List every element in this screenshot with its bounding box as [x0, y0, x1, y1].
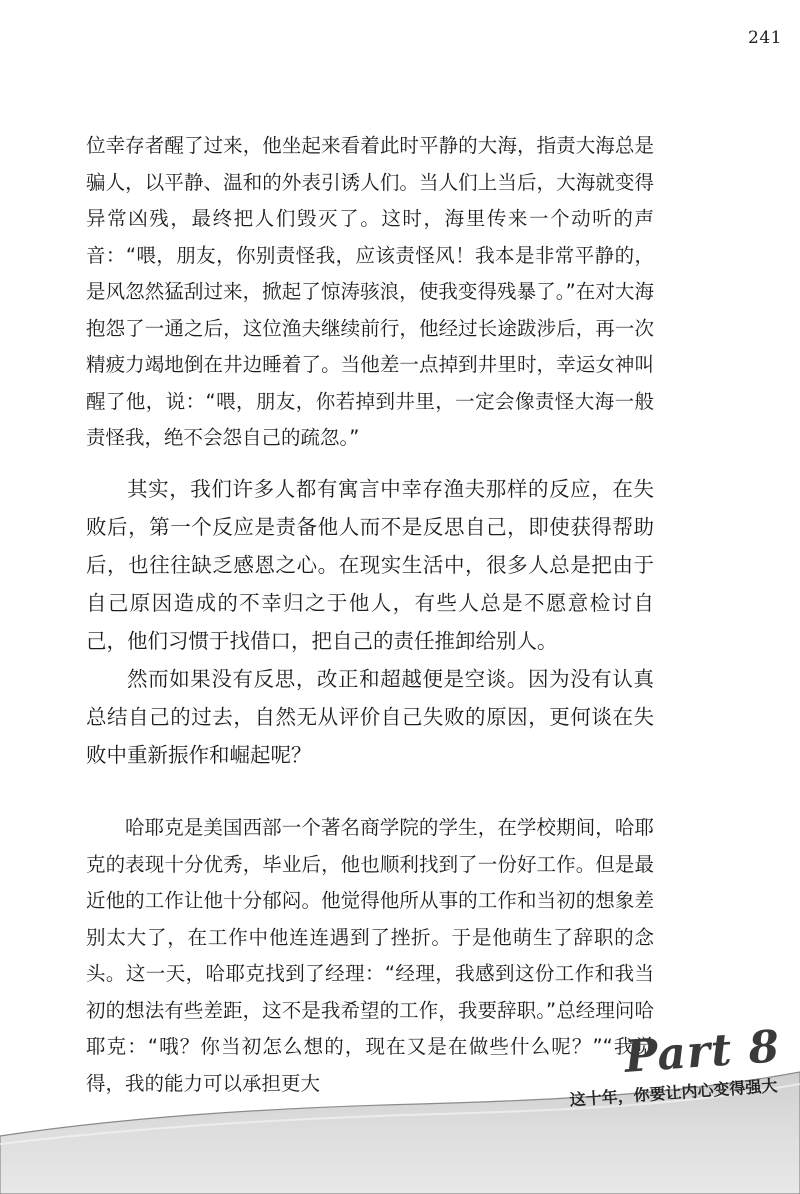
paragraph-reflection: 其实，我们许多人都有寓言中幸存渔夫那样的反应，在失败后，第一个反应是责备他人而不是反思自己，即使获得帮助后，也往往缺乏感恩之心。在现实生活中，很多人总是把由于自己原因造成的不幸归之于他人，有些人总是不愿意检讨自己，他们习惯于找借口，把自己的责任推卸给别人。 [86, 477, 654, 653]
part-label: Part 8 [622, 1021, 782, 1083]
page-number: 241 [748, 28, 782, 48]
body-text-section-1 [86, 128, 654, 457]
paragraph-hayek-story: 哈耶克是美国西部一个著名商学院的学生，在学校期间，哈耶克的表现十分优秀，毕业后，他也顺利找到了一份好工作。但是最近他的工作让他十分郁闷。他觉得他所从事的工作和当初的想象差别太大了，在工作中他连连遇到了挫折。于是他萌生了辞职的念头。这一天，哈耶克找到了经理：“经理，我感到这份工作和我当初的想法有些差距，这不是我希望的工作，我要辞职。”总经理问哈耶克：“哦？你当初怎么想的，现在又是在做些什么呢？”“我觉得，我的能力可以承担更大 [86, 816, 654, 1095]
body-text-section-2 [86, 470, 654, 774]
part-tagline: 这十年，你要让内心变得强大 [569, 1076, 778, 1110]
paragraph-conclusion: 然而如果没有反思，改正和超越便是空谈。因为没有认真总结自己的过去，自然无从评价自己失败的原因，更何谈在失败中重新振作和崛起呢？ [86, 667, 654, 767]
paragraph-fable-continuation: 位幸存者醒了过来，他坐起来看着此时平静的大海，指责大海总是骗人，以平静、温和的外表引诱人们。当人们上当后，大海就变得异常凶残，最终把人们毁灭了。这时，海里传来一个动听的声音：“喂，朋友，你别责怪我，应该责怪风！我本是非常平静的，是风忽然猛刮过来，掀起了惊涛骇浪，使我变得残暴了。”在对大海抱怨了一通之后，这位渔夫继续前行，他经过长途跋涉后，再一次精疲力竭地倒在井边睡着了。当他差一点掉到井里时，幸运女神叫醒了他，说：“喂，朋友，你若掉到井里，一定会像责怪大海一般责怪我，绝不会怨自己的疏忽。” [86, 134, 654, 449]
